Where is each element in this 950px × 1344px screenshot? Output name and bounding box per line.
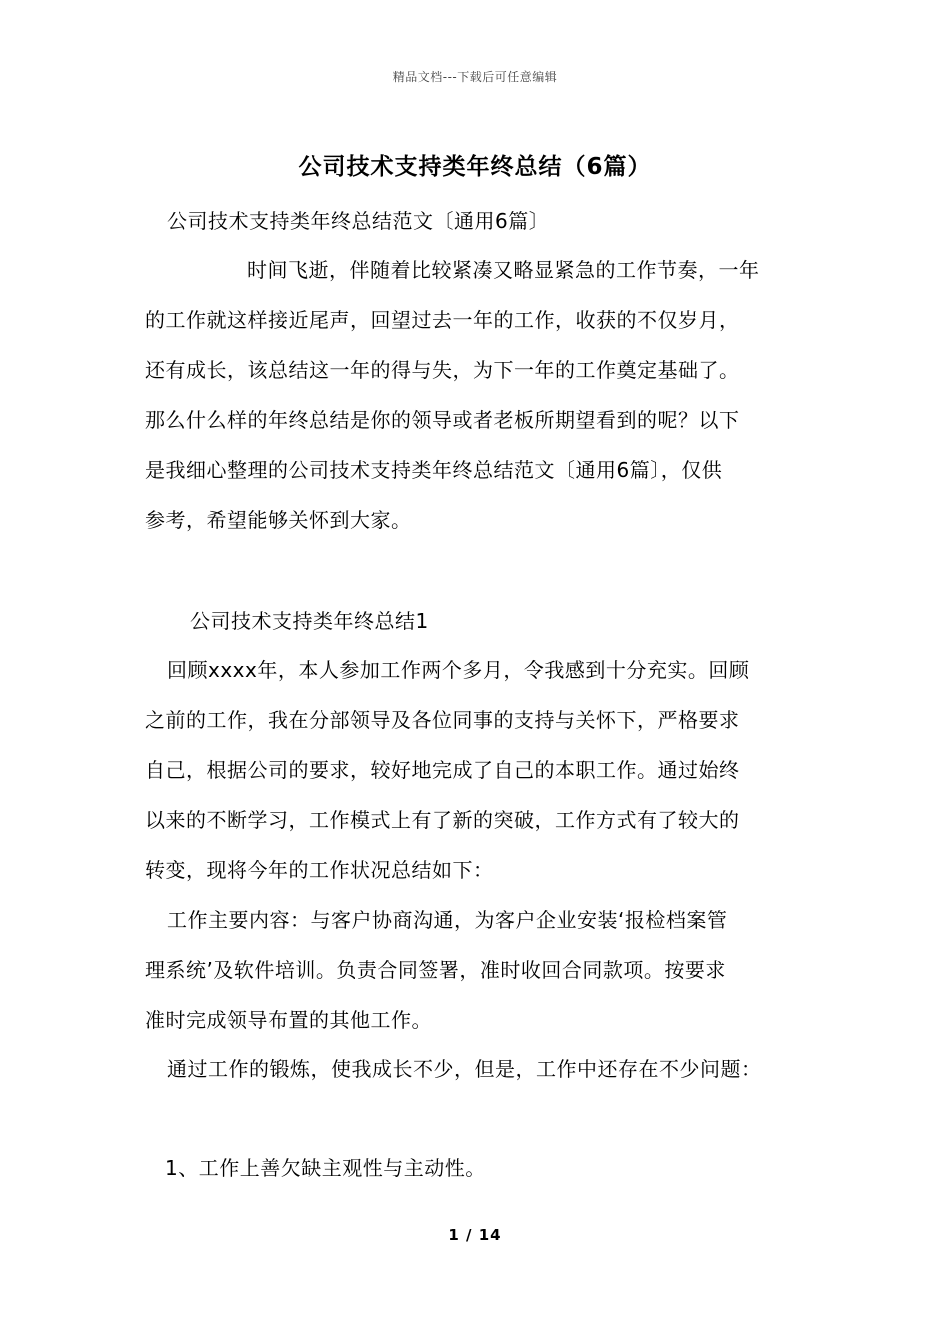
intro-paragraph <box>145 245 815 545</box>
section-paragraph <box>145 895 815 1045</box>
document-subtitle <box>145 196 837 246</box>
page-number: 1 / 14 <box>448 1226 502 1244</box>
section-paragraph <box>145 1044 815 1094</box>
intro-line: 是我细心整理的公司技术支持类年终总结范文〔通用6篇〕，仅供 <box>145 458 723 482</box>
intro-line: 参考，希望能够关怀到大家。 <box>145 508 412 532</box>
paragraph-line: 准时完成领导布置的其他工作。 <box>145 1008 432 1032</box>
intro-line: 时间飞逝，伴随着比较紧凑又略显紧急的工作节奏，一年 <box>247 258 760 282</box>
paragraph-line: 回顾xxxx年，本人参加工作两个多月，令我感到十分充实。回顾 <box>167 658 750 682</box>
paragraph-line: 理系统’及软件培训。负责合同签署，准时收回合同款项。按要求 <box>145 958 726 982</box>
document-title: 公司技术支持类年终总结（6篇） <box>298 154 652 180</box>
page-header: 精品文档---下载后可任意编辑 <box>392 70 558 84</box>
paragraph-line: 工作主要内容：与客户协商沟通，为客户企业安装‘报检档案管 <box>167 908 728 932</box>
list-item-text: 1、工作上善欠缺主观性与主动性。 <box>165 1156 486 1180</box>
paragraph-line: 转变，现将今年的工作状况总结如下： <box>145 858 494 882</box>
list-item <box>145 1143 835 1193</box>
paragraph-line: 以来的不断学习，工作模式上有了新的突破，工作方式有了较大的 <box>145 808 740 832</box>
section-paragraph <box>145 645 815 895</box>
intro-line: 的工作就这样接近尾声，回望过去一年的工作，收获的不仅岁月， <box>145 308 740 332</box>
section-heading-text: 公司技术支持类年终总结1 <box>190 609 429 633</box>
intro-line: 还有成长，该总结这一年的得与失，为下一年的工作奠定基础了。 <box>145 358 740 382</box>
subtitle-text: 公司技术支持类年终总结范文〔通用6篇〕 <box>167 209 550 233</box>
section-heading <box>145 596 860 646</box>
paragraph-line: 之前的工作，我在分部领导及各位同事的支持与关怀下，严格要求 <box>145 708 740 732</box>
intro-line: 那么什么样的年终总结是你的领导或者老板所期望看到的呢？以下 <box>145 408 740 432</box>
paragraph-line: 通过工作的锻炼，使我成长不少，但是，工作中还存在不少问题： <box>167 1057 762 1081</box>
paragraph-line: 自己，根据公司的要求，较好地完成了自己的本职工作。通过始终 <box>145 758 740 782</box>
